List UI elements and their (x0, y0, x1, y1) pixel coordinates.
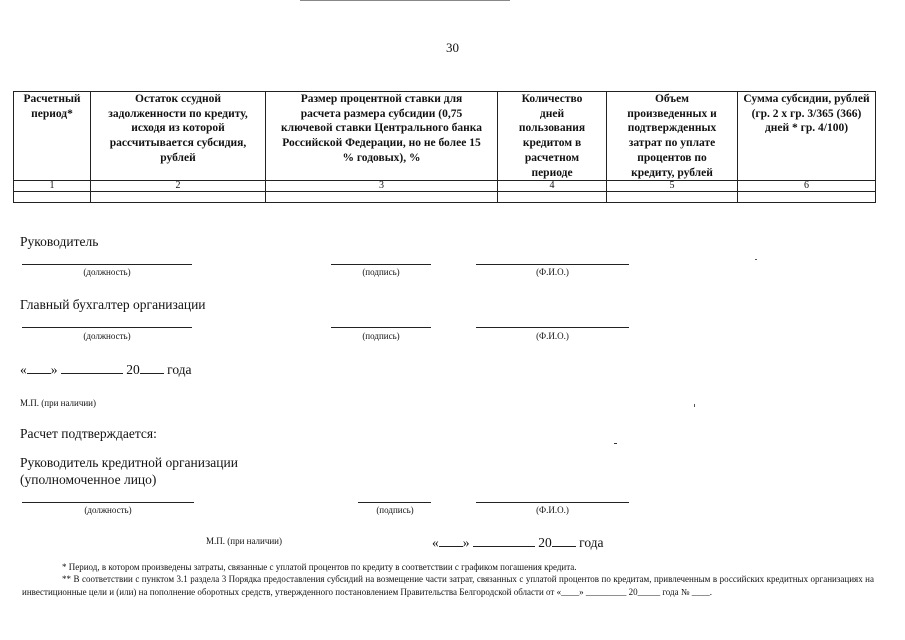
signature-line (358, 502, 431, 503)
table-cell (738, 192, 876, 203)
signature-line (331, 327, 431, 328)
year-prefix: 20 (538, 535, 552, 550)
column-number-row (14, 181, 876, 192)
bank-manager-title: Руководитель кредитной организации (20, 455, 238, 470)
page-number: 30 (446, 40, 459, 55)
position-line (22, 264, 192, 265)
stamp-place-1: М.П. (при наличии) (20, 398, 96, 408)
confirm-heading: Расчет подтверждается: (20, 426, 157, 441)
header-cell: Объем произведенных и подтвержденных затрат по уплате процентов по кредиту, рублей (607, 92, 738, 181)
bank-manager-subtitle: (уполномоченное лицо) (20, 472, 157, 487)
footnote-1: * Период, в котором произведены затраты, связанные с уплатой процентов по кредиту в соответствии с графиком погашения кредита. (62, 562, 577, 572)
quote-close: » (50, 362, 58, 377)
chief-accountant-title: Главный бухгалтер организации (20, 297, 206, 312)
table-cell (498, 192, 607, 203)
position-line (22, 502, 194, 503)
position-caption: (должность) (83, 267, 131, 277)
position-caption: (должность) (84, 505, 132, 515)
table-empty-row (14, 192, 876, 203)
column-number: 3 (266, 181, 498, 192)
scan-speck (694, 404, 695, 407)
column-number: 2 (91, 181, 266, 192)
quote-open: « (20, 362, 27, 377)
signature-caption: (подпись) (362, 331, 400, 341)
scan-speck (614, 443, 617, 444)
name-line (476, 502, 629, 503)
name-line (476, 327, 629, 328)
name-caption: (Ф.И.О.) (536, 505, 569, 515)
subsidy-table (13, 91, 876, 203)
manager-title: Руководитель (20, 234, 99, 249)
header-cell: Расчетный период* (14, 92, 91, 181)
name-caption: (Ф.И.О.) (536, 331, 569, 341)
header-cell: Количество дней пользования кредитом в расчетном периоде (498, 92, 607, 181)
year-word: года (167, 362, 192, 377)
scan-top-edge (300, 0, 510, 1)
name-caption: (Ф.И.О.) (536, 267, 569, 277)
date-line-2 (432, 535, 604, 551)
column-number: 4 (498, 181, 607, 192)
quote-open: « (432, 535, 439, 550)
date-line-1 (20, 362, 192, 378)
table-cell (14, 192, 91, 203)
quote-close: » (462, 535, 470, 550)
column-number: 1 (14, 181, 91, 192)
year-prefix: 20 (126, 362, 140, 377)
scan-speck (755, 259, 757, 260)
column-number: 6 (738, 181, 876, 192)
year-word: года (579, 535, 604, 550)
position-caption: (должность) (83, 331, 131, 341)
signature-caption: (подпись) (362, 267, 400, 277)
table-cell (91, 192, 266, 203)
table-cell (266, 192, 498, 203)
position-line (22, 327, 192, 328)
stamp-place-2: М.П. (при наличии) (206, 536, 282, 546)
name-line (476, 264, 629, 265)
header-cell: Остаток ссудной задолженности по кредиту, исходя из которой рассчитывается субсидия, рублей (91, 92, 266, 181)
column-number: 5 (607, 181, 738, 192)
signature-caption: (подпись) (376, 505, 414, 515)
table-cell (607, 192, 738, 203)
signature-line (331, 264, 431, 265)
header-cell: Сумма субсидии, рублей (гр. 2 x гр. 3/365 (366) дней * гр. 4/100) (738, 92, 876, 181)
table-header-row (14, 92, 876, 181)
footnote-2: ** В соответствии с пунктом 3.1 раздела 3 Порядка предоставления субсидий на возмещение части затрат, связанных с уплатой процентов по кредитам, привлеченным в российских кредитных организациях на инвестиционные цели и (или) на пополнение оборотных средств, утвержденного постановлением Правительства Белгородской области от «____» _________ 20_____ года № ____. (22, 574, 874, 597)
header-cell: Размер процентной ставки для расчета размера субсидии (0,75 ключевой ставки Центрального банка Российской Федерации, но не более 15 % годовых), % (266, 92, 498, 181)
